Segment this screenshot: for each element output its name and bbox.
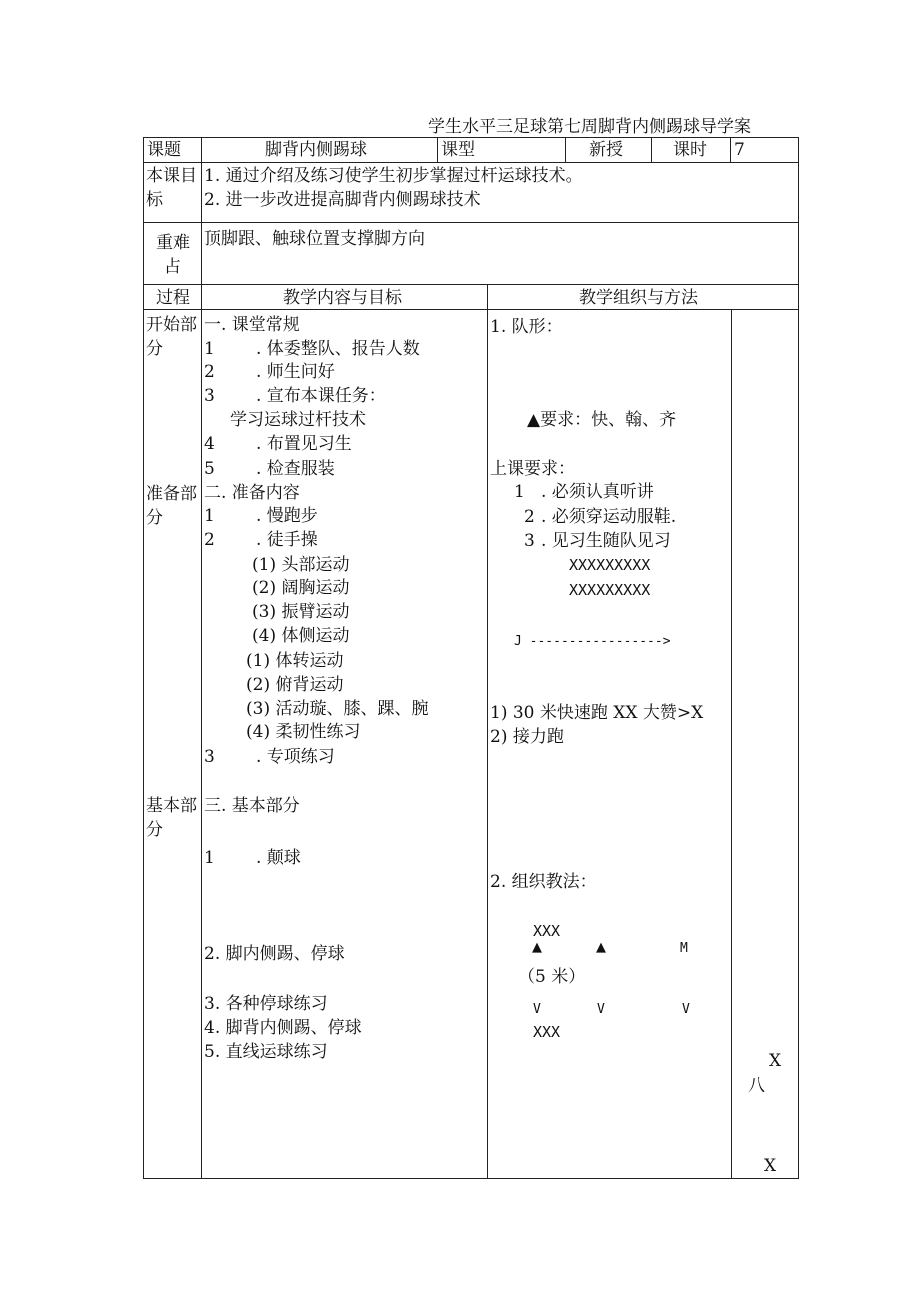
side-mark-ba: 八 xyxy=(748,1076,765,1096)
type-label: 课型 xyxy=(441,140,475,160)
section-3-item-1: . 颠球 xyxy=(256,848,301,868)
exercise-back: (2) 俯背运动 xyxy=(246,675,344,695)
section-1-item-2-num: 2 xyxy=(204,362,215,382)
class-requirement-2-num: 2 xyxy=(524,507,535,527)
section-1-item-3: . 宣布本课任务： xyxy=(256,386,386,406)
formation-xxx-bottom: XXX xyxy=(533,1023,561,1041)
row-divider-2 xyxy=(143,222,799,223)
formation-requirement: ▲要求：快、翰、齐 xyxy=(527,410,677,430)
section-1-item-2: . 师生问好 xyxy=(256,362,335,382)
header-divider-hours xyxy=(651,137,652,162)
section-1-item-4-num: 4 xyxy=(204,434,215,454)
exercise-flexibility: (4) 柔韧性练习 xyxy=(246,722,361,742)
exercise-head: (1) 头部运动 xyxy=(252,555,350,575)
header-divider-hours-value xyxy=(730,137,731,162)
content-header: 教学内容与目标 xyxy=(283,288,402,308)
section-1-item-5-num: 5 xyxy=(204,459,215,479)
sprint-drill: 1) 30 米快速跑 XX 大赞>X xyxy=(490,703,704,723)
section-2-item-1-num: 1 xyxy=(204,506,215,526)
formation-xxx-top: XXX xyxy=(533,922,561,940)
section-2-title: 二. 准备内容 xyxy=(204,483,300,503)
table-border-bottom xyxy=(143,1178,799,1179)
hours-label: 课时 xyxy=(673,140,707,160)
header-divider-type-value xyxy=(565,137,566,162)
section-3-item-2: 2. 脚内侧踢、停球 xyxy=(204,944,345,964)
cone-marker-2: ▲ xyxy=(596,940,606,955)
objective-line-2: 2. 进一步改进提高脚背内侧踢球技术 xyxy=(204,190,481,210)
stage-basic-line1: 基本部 xyxy=(146,796,197,816)
section-2-item-3-num: 3 xyxy=(204,747,215,767)
exercise-side: (4) 体侧运动 xyxy=(252,626,350,646)
marker-v-3: V xyxy=(682,1002,690,1017)
table-border-left xyxy=(143,137,144,1179)
section-3-item-3: 3. 各种停球练习 xyxy=(204,994,328,1014)
hours-value: 7 xyxy=(734,140,745,160)
relay-drill: 2) 接力跑 xyxy=(490,727,564,747)
formation-title: 1. 队形： xyxy=(490,317,563,337)
method-header: 教学组织与方法 xyxy=(579,288,698,308)
section-1-item-3-sub: 学习运球过杆技术 xyxy=(230,410,366,430)
section-3-item-5: 5. 直线运球练习 xyxy=(204,1042,328,1062)
document-title: 学生水平三足球第七周脚背内侧踢球导学案 xyxy=(428,117,751,137)
side-mark-x-top: X xyxy=(769,1051,782,1071)
table-border-top xyxy=(143,137,799,138)
row-divider-1 xyxy=(143,162,799,163)
topic-label: 课题 xyxy=(147,140,181,160)
marker-m: M xyxy=(680,941,688,956)
table-border-right xyxy=(798,137,799,1179)
method-side-divider xyxy=(731,309,732,1179)
side-mark-x-bottom: X xyxy=(764,1156,777,1176)
section-1-item-5: . 检查服装 xyxy=(256,459,335,479)
section-1-item-1-num: 1 xyxy=(204,339,215,359)
topic-value: 脚背内侧踢球 xyxy=(265,140,367,160)
exercise-arm: (3) 振臂运动 xyxy=(252,602,350,622)
section-1-item-3-num: 3 xyxy=(204,386,215,406)
formation-row-2: XXXXXXXXX xyxy=(569,581,651,599)
stage-start-line1: 开始部 xyxy=(146,315,197,335)
row-divider-3 xyxy=(143,284,799,285)
type-value: 新授 xyxy=(589,140,623,160)
class-requirement-2: . 必须穿运动服鞋. xyxy=(541,507,677,527)
formation-row-1: XXXXXXXXX xyxy=(569,556,651,574)
cone-marker-1: ▲ xyxy=(532,940,542,955)
section-2-item-2: . 徒手操 xyxy=(256,530,318,550)
difficulty-label-line2: 占 xyxy=(164,257,181,277)
section-2-item-3: . 专项练习 xyxy=(256,747,335,767)
marker-v-1: V xyxy=(533,1002,541,1017)
organization-title: 2. 组织教法： xyxy=(490,872,597,892)
section-3-title: 三. 基本部分 xyxy=(204,796,300,816)
stage-start-line2: 分 xyxy=(146,339,163,359)
content-method-divider xyxy=(487,284,488,1179)
stage-prep-line1: 准备部 xyxy=(146,484,197,504)
process-header: 过程 xyxy=(156,288,190,308)
difficulty-text: 顶脚跟、触球位置支撑脚方向 xyxy=(204,229,425,249)
section-3-item-1-num: 1 xyxy=(204,848,215,868)
stage-basic-line2: 分 xyxy=(146,820,163,840)
exercise-chest: (2) 阔胸运动 xyxy=(252,578,350,598)
header-divider-type xyxy=(437,137,438,162)
class-requirement-title: 上课要求： xyxy=(490,459,575,479)
section-2-item-2-num: 2 xyxy=(204,530,215,550)
objectives-label-line1: 本课目 xyxy=(146,166,197,186)
exercise-joints: (3) 活动璇、膝、踝、腕 xyxy=(246,699,429,719)
row-divider-4 xyxy=(143,309,799,310)
label-column-divider xyxy=(201,137,202,1179)
stage-prep-line2: 分 xyxy=(146,508,163,528)
objectives-label-line2: 标 xyxy=(146,190,163,210)
class-requirement-3: . 见习生随队见习 xyxy=(541,531,671,551)
difficulty-label-line1: 重难 xyxy=(156,233,190,253)
section-1-item-4: . 布置见习生 xyxy=(256,434,352,454)
section-3-item-4: 4. 脚背内侧踢、停球 xyxy=(204,1018,362,1038)
class-requirement-1-num: 1 xyxy=(514,482,525,502)
marker-v-2: V xyxy=(597,1002,605,1017)
run-direction-arrow: J -----------------> xyxy=(514,634,671,649)
section-1-item-1: . 体委整队、报告人数 xyxy=(256,339,420,359)
class-requirement-3-num: 3 xyxy=(524,531,535,551)
exercise-twist: (1) 体转运动 xyxy=(246,651,344,671)
class-requirement-1: . 必须认真听讲 xyxy=(541,482,654,502)
section-2-item-1: . 慢跑步 xyxy=(256,506,318,526)
section-1-title: 一. 课堂常规 xyxy=(204,315,300,335)
objective-line-1: 1. 通过介绍及练习使学生初步掌握过杆运球技术。 xyxy=(204,166,583,186)
distance-label: （5 米） xyxy=(518,967,586,987)
